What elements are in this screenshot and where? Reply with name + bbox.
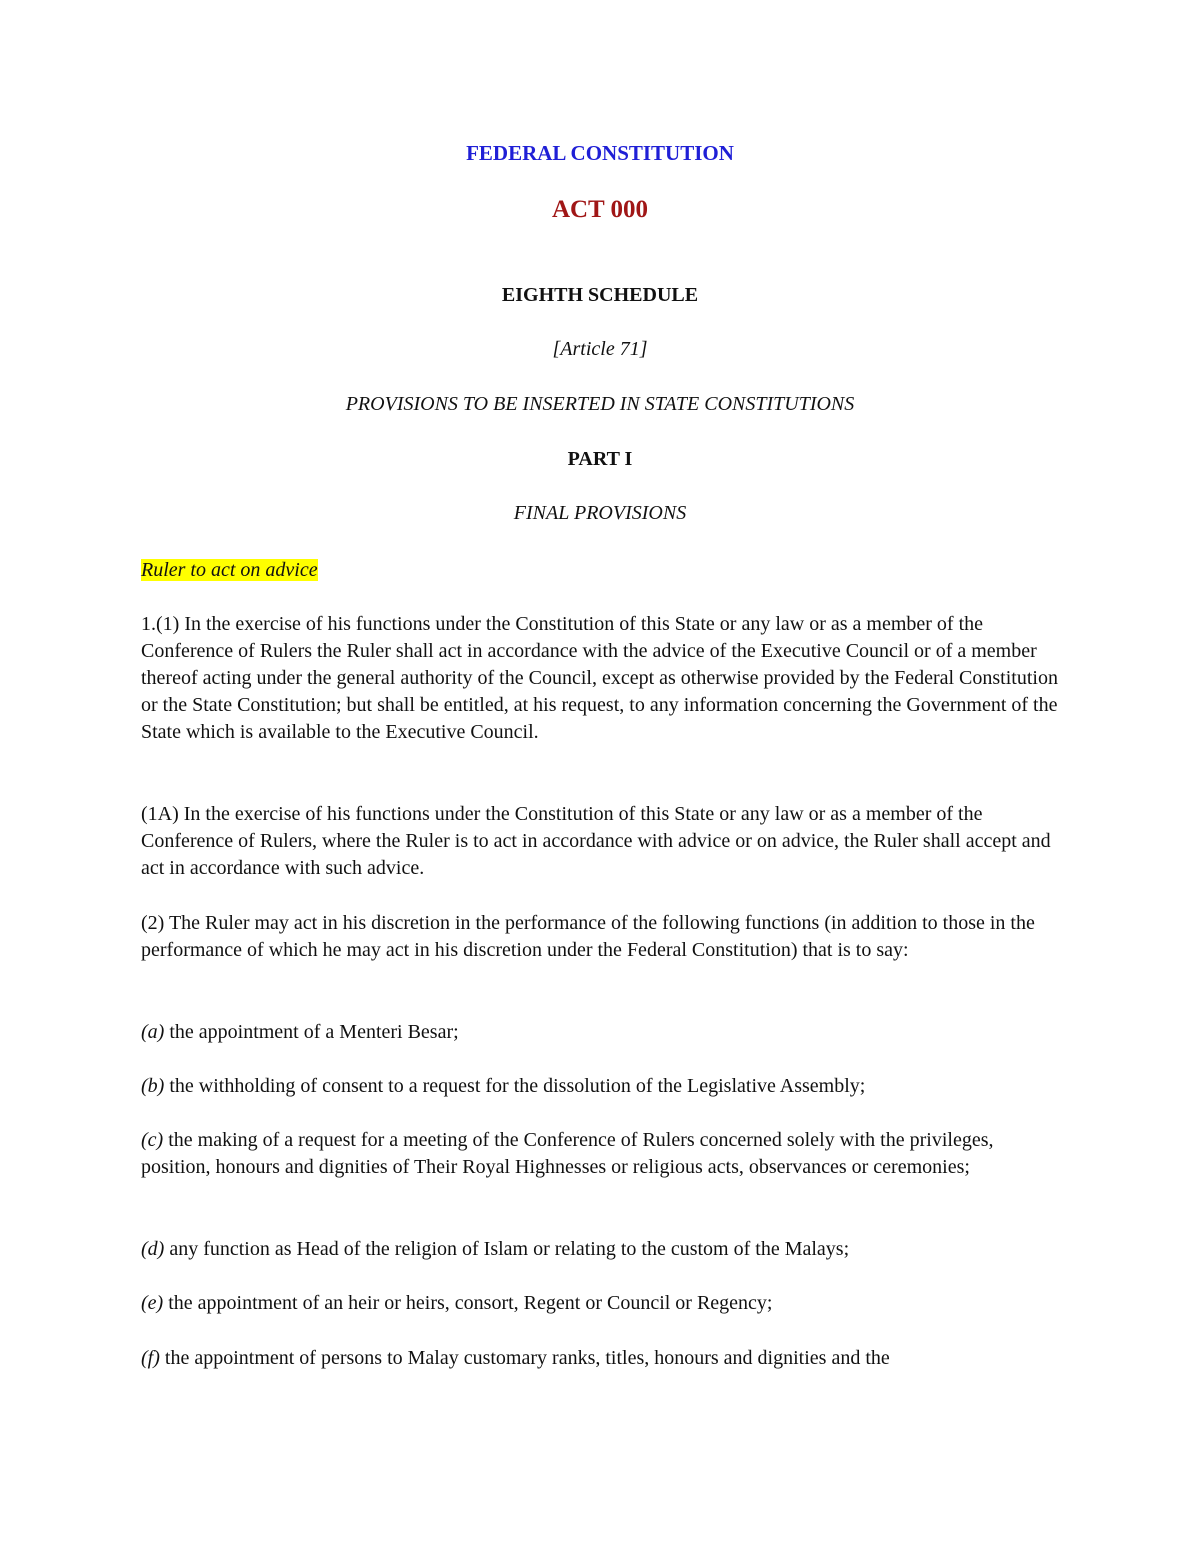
item-label-c: (c)	[141, 1129, 164, 1151]
item-label-d: (d)	[141, 1238, 165, 1260]
article-reference: [Article 71]	[552, 338, 648, 360]
marginal-note	[141, 557, 1061, 584]
provisions-heading: PROVISIONS TO BE INSERTED IN STATE CONSTITUTIONS	[345, 393, 855, 415]
schedule-heading: EIGHTH SCHEDULE	[501, 284, 699, 306]
list-item-e	[141, 1290, 1061, 1317]
list-item-c	[141, 1127, 1061, 1181]
item-label-a: (a)	[141, 1021, 165, 1043]
paragraph-1: 1.(1) In the exercise of his functions under the Constitution of this State or any law or as a member of the Conference of Rulers the Ruler shall act in accordance with the advice of the Executive Council or of a member thereof acting under the general authority of the Council, except as otherwise provided by the Federal Constitution or the State Constitution; but shall be entitled, at his request, to any information concerning the Government of the State which is available to the Executive Council.	[141, 613, 1058, 743]
part-heading: PART I	[567, 448, 633, 470]
item-text-a: the appointment of a Menteri Besar;	[164, 1021, 459, 1043]
act-number: ACT 000	[551, 196, 649, 223]
list-item-a	[141, 1019, 1061, 1046]
item-text-b: the withholding of consent to a request for the dissolution of the Legislative Assembly;	[164, 1075, 866, 1097]
item-label-e: (e)	[141, 1292, 164, 1314]
document-title: FEDERAL CONSTITUTION	[466, 141, 734, 165]
paragraph-2: (2) The Ruler may act in his discretion in the performance of the following functions (in addition to those in the performance of which he may act in his discretion under the Federal Constitution) that is to say:	[141, 912, 1035, 961]
item-label-f: (f)	[141, 1347, 160, 1369]
paragraph-1a: (1A) In the exercise of his functions under the Constitution of this State or any law or as a member of the Conference of Rulers, where the Ruler is to act in accordance with advice or on advice, the Ruler shall accept and act in accordance with such advice.	[141, 803, 1051, 879]
item-label-b: (b)	[141, 1075, 165, 1097]
item-text-f: the appointment of persons to Malay customary ranks, titles, honours and dignities and the	[159, 1347, 890, 1369]
part-subtitle: FINAL PROVISIONS	[513, 502, 687, 524]
item-text-d: any function as Head of the religion of Islam or relating to the custom of the Malays;	[164, 1238, 850, 1260]
highlighted-marginal-note: Ruler to act on advice	[141, 559, 318, 581]
item-text-c: the making of a request for a meeting of the Conference of Rulers concerned solely with the privileges, position, honours and dignities of Their Royal Highnesses or religious acts, observances or ceremonies;	[141, 1129, 994, 1178]
list-item-b	[141, 1073, 1061, 1100]
list-item-f	[141, 1345, 1061, 1372]
list-item-d	[141, 1236, 1061, 1263]
item-text-e: the appointment of an heir or heirs, consort, Regent or Council or Regency;	[163, 1292, 773, 1314]
